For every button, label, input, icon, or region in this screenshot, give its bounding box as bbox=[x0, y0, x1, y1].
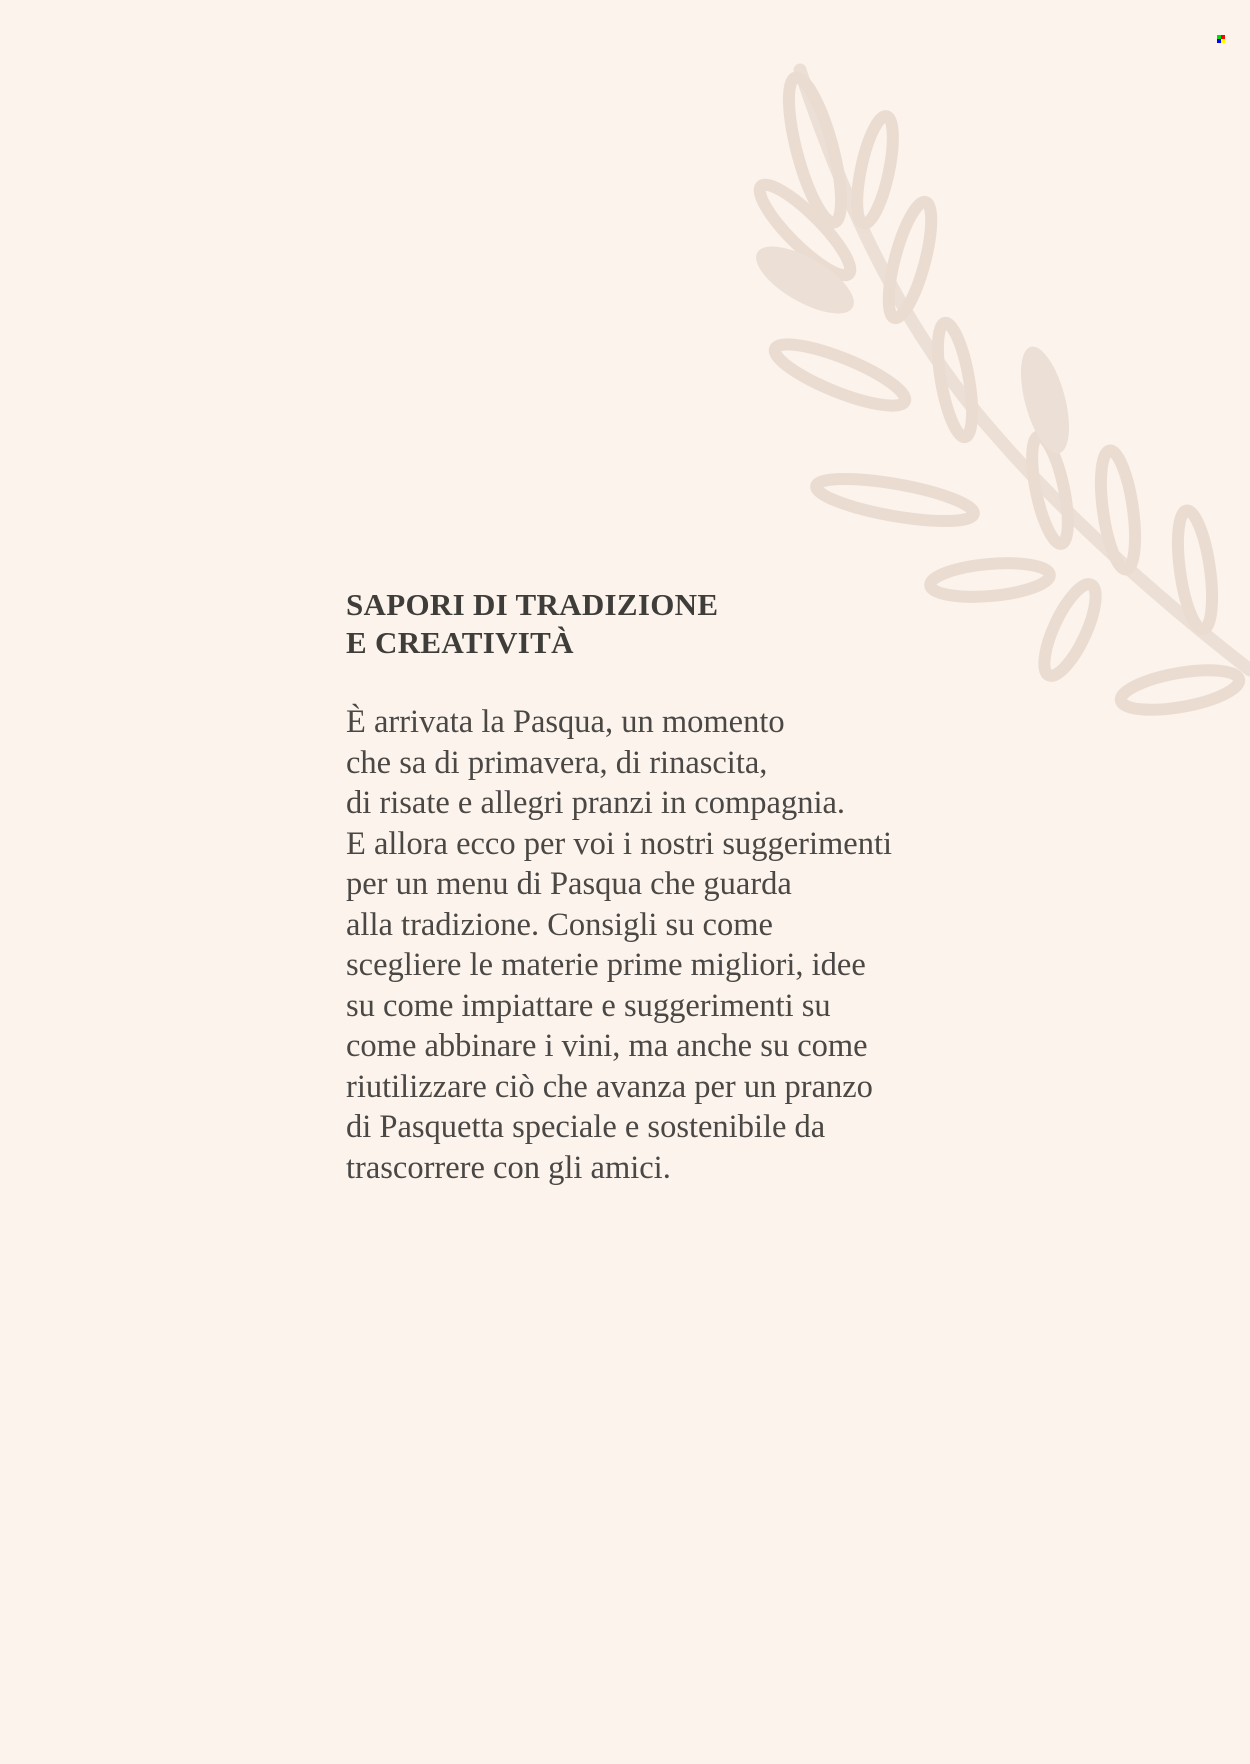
paragraph-line: di Pasquetta speciale e sostenibile da bbox=[346, 1109, 826, 1145]
paragraph-line: di risate e allegri pranzi in compagnia. bbox=[346, 785, 846, 821]
paragraph-line: alla tradizione. Consigli su come bbox=[346, 906, 773, 943]
paragraph-line: su come impiattare e suggerimenti su bbox=[346, 987, 831, 1024]
paragraph-line: che sa di primavera, di rinascita, bbox=[346, 744, 768, 781]
olive-branch-decoration bbox=[740, 40, 1250, 730]
section-heading bbox=[346, 586, 718, 662]
paragraph-line: trascorrere con gli amici. bbox=[346, 1149, 671, 1186]
heading-line: E CREATIVITÀ bbox=[346, 625, 574, 660]
color-marker-icon bbox=[1217, 35, 1225, 43]
paragraph-line: È arrivata la Pasqua, un momento bbox=[346, 704, 785, 740]
intro-paragraph bbox=[346, 702, 892, 1188]
paragraph-line: scegliere le materie prime migliori, idee bbox=[346, 947, 866, 983]
paragraph-line: riutilizzare ciò che avanza per un pranzo bbox=[346, 1068, 873, 1105]
paragraph-line: come abbinare i vini, ma anche su come bbox=[346, 1028, 868, 1064]
paragraph-line: per un menu di Pasqua che guarda bbox=[346, 866, 792, 902]
heading-line: SAPORI DI TRADIZIONE bbox=[346, 587, 719, 622]
paragraph-line: E allora ecco per voi i nostri suggerimenti bbox=[346, 825, 893, 862]
